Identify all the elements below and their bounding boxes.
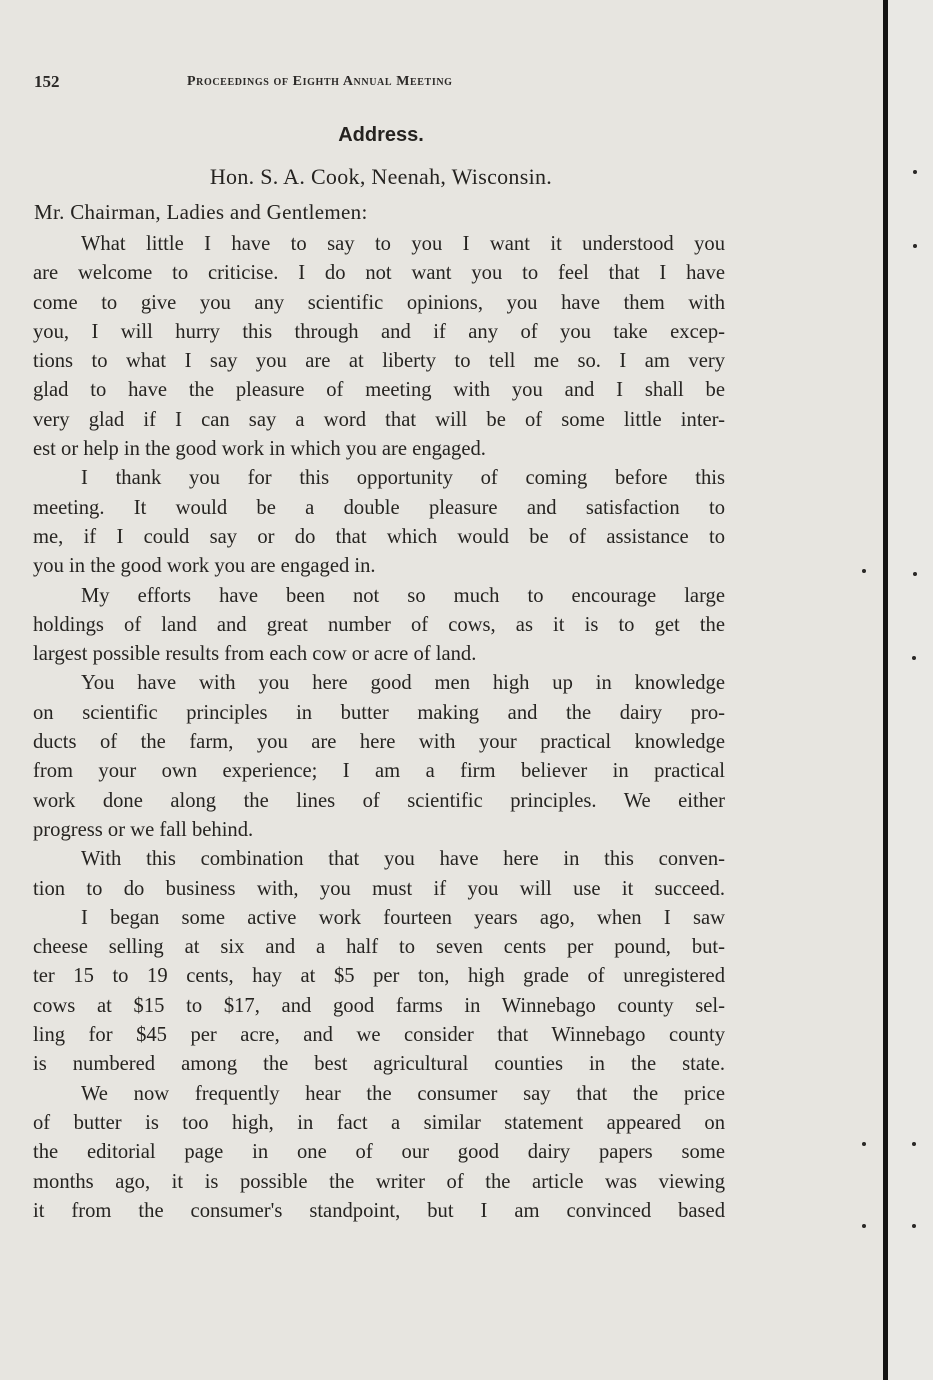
margin-mark — [913, 244, 917, 248]
text-line: With this combination that you have here in this conven- — [81, 848, 725, 871]
text-line: work done along the lines of scientific principles. We either — [33, 789, 725, 812]
margin-mark — [862, 569, 866, 573]
salutation: Mr. Chairman, Ladies and Gentlemen: — [34, 200, 368, 224]
text-line: I began some active work fourteen years ago, when I saw — [81, 906, 725, 929]
text-line: What little I have to say to you I want it understood you — [81, 233, 725, 255]
margin-mark — [913, 572, 917, 576]
text-line: We now frequently hear the consumer say that the price — [81, 1082, 725, 1105]
body-text — [33, 230, 725, 1226]
book-spine-edge — [883, 0, 888, 1380]
text-line: are welcome to criticise. I do not want you to feel that I have — [33, 262, 725, 285]
text-line: the editorial page in one of our good dairy papers some — [33, 1141, 725, 1164]
text-line: me, if I could say or do that which would be of assistance to — [33, 525, 725, 548]
text-line: holdings of land and great number of cows, as it is to get the — [33, 613, 725, 636]
text-line: cheese selling at six and a half to seven cents per pound, but- — [33, 936, 725, 959]
text-line: on scientific principles in butter making and the dairy pro- — [33, 701, 725, 724]
text-line: come to give you any scientific opinions, you have them with — [33, 291, 725, 314]
section-heading: Address. — [338, 124, 424, 146]
text-line: it from the consumer's standpoint, but I am convinced based — [33, 1199, 725, 1222]
margin-mark — [912, 1142, 916, 1146]
text-line: is numbered among the best agricultural counties in the state. — [33, 1053, 725, 1076]
text-line: ducts of the farm, you are here with your practical knowledge — [33, 731, 725, 754]
text-line: ter 15 to 19 cents, hay at $5 per ton, high grade of unregistered — [33, 965, 725, 988]
text-line: meeting. It would be a double pleasure and satisfaction to — [33, 496, 725, 519]
running-title: Proceedings of Eighth Annual Meeting — [187, 74, 453, 89]
speaker-line: Hon. S. A. Cook, Neenah, Wisconsin. — [209, 164, 553, 189]
running-head — [34, 72, 594, 94]
text-line: glad to have the pleasure of meeting with you and I shall be — [33, 379, 725, 402]
text-line: very glad if I can say a word that will be of some little inter- — [33, 408, 725, 431]
text-line: you, I will hurry this through and if any of you take excep- — [33, 320, 725, 343]
facing-page-edge — [888, 0, 933, 1380]
text-line: My efforts have been not so much to encourage large — [81, 584, 725, 607]
text-line: cows at $15 to $17, and good farms in Winnebago county sel- — [33, 994, 725, 1017]
page-number: 152 — [34, 72, 60, 91]
text-line: tion to do business with, you must if you will use it succeed. — [33, 877, 725, 900]
text-line: tions to what I say you are at liberty to tell me so. I am very — [33, 350, 725, 373]
margin-mark — [912, 656, 916, 660]
margin-mark — [912, 1224, 916, 1228]
margin-mark — [862, 1142, 866, 1146]
text-line: months ago, it is possible the writer of the article was viewing — [33, 1170, 725, 1193]
text-line: largest possible results from each cow or acre of land. — [33, 643, 477, 666]
text-line: of butter is too high, in fact a similar statement appeared on — [33, 1111, 725, 1134]
text-line: I thank you for this opportunity of coming before this — [81, 467, 725, 490]
text-line: You have with you here good men high up in knowledge — [81, 672, 725, 695]
text-line: you in the good work you are engaged in. — [33, 555, 376, 578]
text-line: ling for $45 per acre, and we consider that Winnebago county — [33, 1024, 725, 1047]
margin-mark — [913, 170, 917, 174]
text-line: progress or we fall behind. — [33, 818, 254, 841]
text-line: from your own experience; I am a firm believer in practical — [33, 760, 725, 783]
margin-mark — [862, 1224, 866, 1228]
text-line: est or help in the good work in which you are engaged. — [33, 438, 486, 461]
